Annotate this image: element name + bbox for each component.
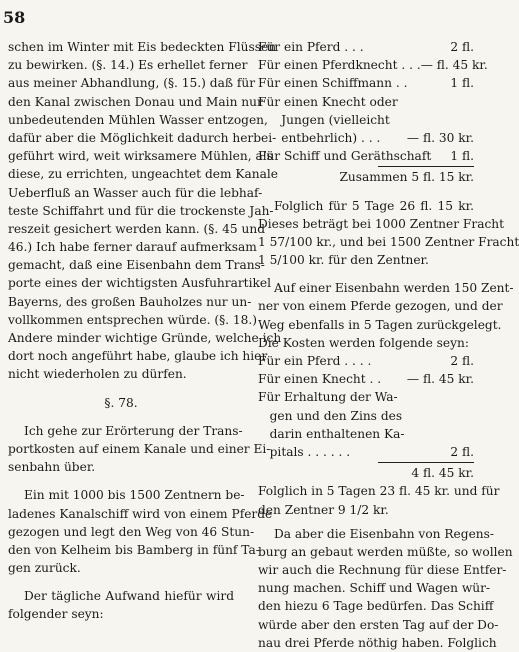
text-line: nicht wiederholen zu dürfen. — [8, 367, 187, 382]
cost-row — [258, 370, 474, 388]
text-line: gemacht, daß eine Eisenbahn dem Trans- — [8, 258, 265, 273]
text-line: den von Kelheim bis Bamberg in fünf Ta- — [8, 542, 260, 557]
text-line: folgender seyn: — [8, 607, 104, 622]
text-line: Ueberfluß an Wasser auch für die lebhaf- — [8, 185, 263, 200]
left-column — [8, 38, 282, 624]
text-line: Weg ebenfalls in 5 Tagen zurückgelegt. — [258, 317, 502, 332]
cost-label: Jungen (vielleicht — [258, 112, 390, 127]
cost-table-railway — [258, 352, 474, 482]
cost-label: entbehrlich) . . . — [258, 130, 381, 145]
paragraph-1 — [8, 38, 282, 384]
cost-row — [258, 129, 474, 147]
text-line: den Zentner 9 1/2 kr. — [258, 502, 389, 517]
paragraph-2 — [8, 422, 271, 477]
text-line: dort noch angeführt habe, glaube ich hier — [8, 349, 268, 364]
text-line: 1 5/100 kr. für den Zentner. — [258, 253, 429, 268]
cost-amount — [392, 111, 474, 129]
text-line: Ein mit 1000 bis 1500 Zentnern be- — [24, 488, 245, 503]
paragraph-7 — [258, 482, 500, 518]
text-line: Folglich in 5 Tagen 23 fl. 45 kr. und für — [258, 484, 500, 499]
cost-amount: — fl. 30 kr. — [406, 130, 474, 145]
cost-row — [258, 407, 474, 425]
text-line: ner von einem Pferde gezogen, und der — [258, 299, 503, 314]
cost-row — [258, 93, 474, 111]
cost-label: Für Schiff und Geräthschaft — [258, 149, 432, 164]
section-heading: §. 78. — [104, 395, 138, 410]
cost-amount — [402, 407, 474, 425]
cost-label: Für ein Pferd . . . . — [258, 354, 372, 368]
text-line: ladenes Kanalschiff wird von einem Pferde — [8, 506, 273, 521]
text-line: aus meiner Abhandlung, (§. 15.) daß für — [8, 76, 256, 91]
cost-row — [258, 111, 474, 129]
cost-amount: 1 fl. — [450, 76, 474, 91]
text-line: vollkommen entsprechen würde. (§. 18.) — [8, 312, 258, 327]
cost-total: 4 fl. 45 kr. — [411, 466, 474, 481]
cost-row — [258, 388, 474, 406]
text-line: Ich gehe zur Erörterung der Trans- — [24, 423, 243, 438]
text-line: reszeit gesichert werden kann. (§. 45 und — [8, 221, 266, 236]
cost-amount: 2 fl. — [450, 354, 474, 368]
text-line: wir auch die Rechnung für diese Entfer- — [258, 563, 507, 578]
cost-row — [258, 56, 488, 74]
text-line: unbedeutenden Mühlen Wasser entzogen, — [8, 112, 268, 127]
paragraph-8 — [258, 525, 513, 652]
text-line: zu bewirken. (§. 14.) Es erhellet ferner — [8, 58, 248, 73]
page-number: 58 — [3, 8, 26, 27]
text-line: portkosten auf einem Kanale und einer Ei- — [8, 441, 271, 456]
text-line: Andere minder wichtige Gründe, welche ich — [8, 331, 282, 345]
text-line: Der tägliche Aufwand hiefür wird — [24, 589, 234, 604]
paragraph-6 — [258, 279, 514, 352]
cost-amount: — fl. 45 kr. — [420, 58, 488, 73]
text-line: burg an gebaut werden müßte, so wollen — [258, 544, 513, 559]
text-line: würde aber den ersten Tag auf der Do- — [258, 617, 499, 632]
text-line: Auf einer Eisenbahn werden 150 Zent- — [274, 281, 514, 296]
cost-row — [258, 147, 474, 165]
text-line: gezogen und legt den Weg von 46 Stun- — [8, 524, 255, 539]
text-line: gen zurück. — [8, 561, 81, 576]
paragraph-3 — [8, 486, 273, 577]
cost-row — [258, 425, 474, 443]
cost-amount: 2 fl. — [450, 40, 474, 54]
text-line: den hiezu 6 Tage bedürfen. Das Schiff — [258, 599, 494, 614]
text-line: Folglich für 5 Tage 26 fl. 15 kr. — [274, 198, 474, 213]
text-line: 46.) Ich habe ferner darauf aufmerksam — [8, 240, 257, 255]
cost-label: Für einen Pferdknecht . . . — [258, 58, 421, 73]
cost-label: gen und den Zins des — [258, 408, 403, 423]
cost-total: Zusammen 5 fl. 15 kr. — [339, 170, 474, 185]
text-line: Bayerns, des großen Bauholzes nur un- — [8, 294, 252, 309]
cost-label: darin enthaltenen Ka- — [258, 426, 405, 441]
text-line: nau drei Pferde nöthig haben. Folglich — [258, 635, 497, 650]
text-line: den Kanal zwischen Donau und Main nur — [8, 94, 263, 109]
cost-row — [258, 74, 474, 92]
cost-amount: — fl. 45 kr. — [406, 372, 474, 387]
paragraph-5 — [258, 197, 519, 270]
cost-amount — [398, 93, 474, 111]
sum-rule — [378, 166, 474, 167]
text-line: nung machen. Schiff und Wagen wür- — [258, 581, 491, 596]
cost-amount: 1 fl. — [450, 149, 474, 164]
text-line: 1 57/100 kr., und bei 1500 Zentner Fracht — [258, 234, 519, 249]
text-line: diese, zu errichten, ungeachtet dem Kanale — [8, 167, 278, 182]
paragraph-4 — [8, 587, 234, 623]
cost-label: Für einen Knecht oder — [258, 94, 398, 109]
cost-table-canal — [258, 38, 488, 187]
text-line: geführt wird, weit wirksamere Mühlen, als — [8, 149, 273, 164]
text-line: schen im Winter mit Eis bedeckten Flüssen — [8, 40, 277, 54]
cost-amount — [398, 388, 474, 406]
text-line: Da aber die Eisenbahn von Regens- — [274, 526, 494, 541]
right-column — [258, 38, 519, 652]
cost-label: Für einen Schiffmann . . — [258, 76, 408, 91]
text-line: senbahn über. — [8, 460, 96, 475]
cost-label: Für einen Knecht . . — [258, 372, 382, 387]
cost-row — [258, 38, 474, 56]
cost-label: Für Erhaltung der Wa- — [258, 390, 398, 405]
sum-rule — [378, 462, 474, 463]
text-line: dafür aber die Möglichkeit dadurch herbei- — [8, 130, 277, 145]
cost-row — [258, 443, 474, 461]
cost-label: Für ein Pferd . . . — [258, 40, 364, 54]
cost-row — [258, 352, 474, 370]
cost-amount: 2 fl. — [450, 444, 474, 459]
text-line: teste Schiffahrt und für die trockenste Jah- — [8, 203, 274, 218]
text-line: Dieses beträgt bei 1000 Zentner Fracht — [258, 216, 505, 231]
cost-label: pitals . . . . . . — [258, 444, 351, 459]
text-line: porte eines der wichtigsten Ausfuhrartikel — [8, 276, 271, 291]
text-line: Die Kosten werden folgende seyn: — [258, 335, 469, 350]
cost-amount — [405, 425, 475, 443]
